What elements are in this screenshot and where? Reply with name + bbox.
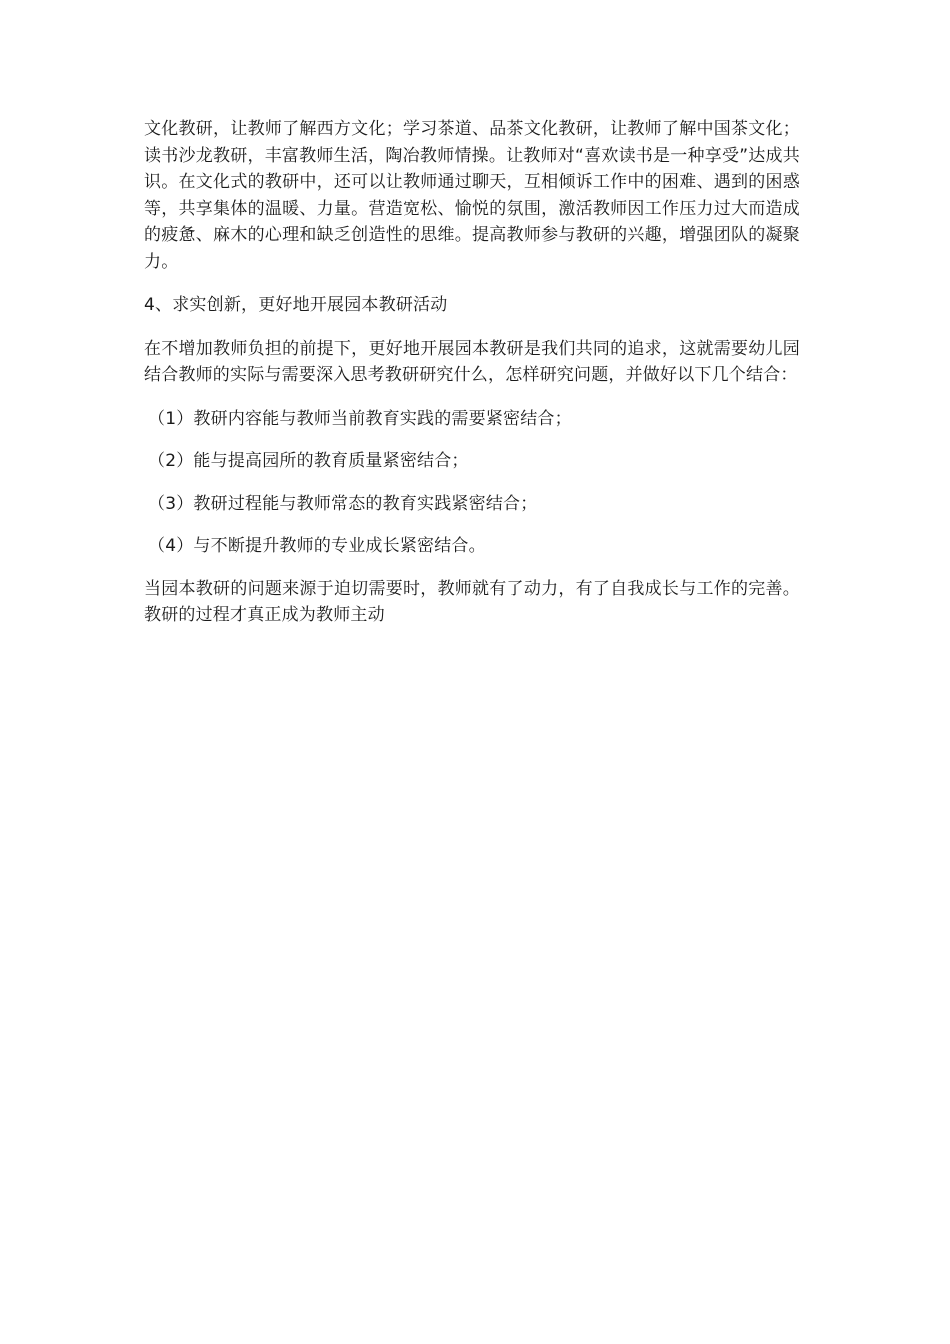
paragraph-conclusion: 当园本教研的问题来源于迫切需要时，教师就有了动力，有了自我成长与工作的完善。教研的过程才真正成为教师主动 bbox=[144, 578, 800, 625]
document-body bbox=[144, 116, 800, 646]
list-item-2: （2）能与提高园所的教育质量紧密结合； bbox=[148, 451, 469, 471]
list-item-4: （4）与不断提升教师的专业成长紧密结合。 bbox=[148, 536, 486, 556]
list-item-1: （1）教研内容能与教师当前教育实践的需要紧密结合； bbox=[148, 408, 572, 429]
paragraph-research-goal: 在不增加教师负担的前提下，更好地开展园本教研是我们共同的追求，这就需要幼儿园结合教师的实际与需要深入思考教研研究什么，怎样研究问题，并做好以下几个结合： bbox=[144, 338, 800, 385]
paragraph-culture-research: 文化教研，让教师了解西方文化；学习茶道、品茶文化教研，让教师了解中国茶文化；读书沙龙教研，丰富教师生活，陶冶教师情操。让教师对“喜欢读书是一种享受”达成共识。在文化式的教研中，还可以让教师通过聊天，互相倾诉工作中的困难、遇到的困惑等，共享集体的温暖、力量。营造宽松、愉悦的氛围，激活教师因工作压力过大而造成的疲惫、麻木的心理和缺乏创造性的思维。提高教师参与教研的兴趣，增强团队的凝聚力。 bbox=[144, 119, 800, 272]
section-heading-4: 4、求实创新，更好地开展园本教研活动 bbox=[144, 295, 448, 315]
list-item-3: （3）教研过程能与教师常态的教育实践紧密结合； bbox=[148, 493, 538, 514]
